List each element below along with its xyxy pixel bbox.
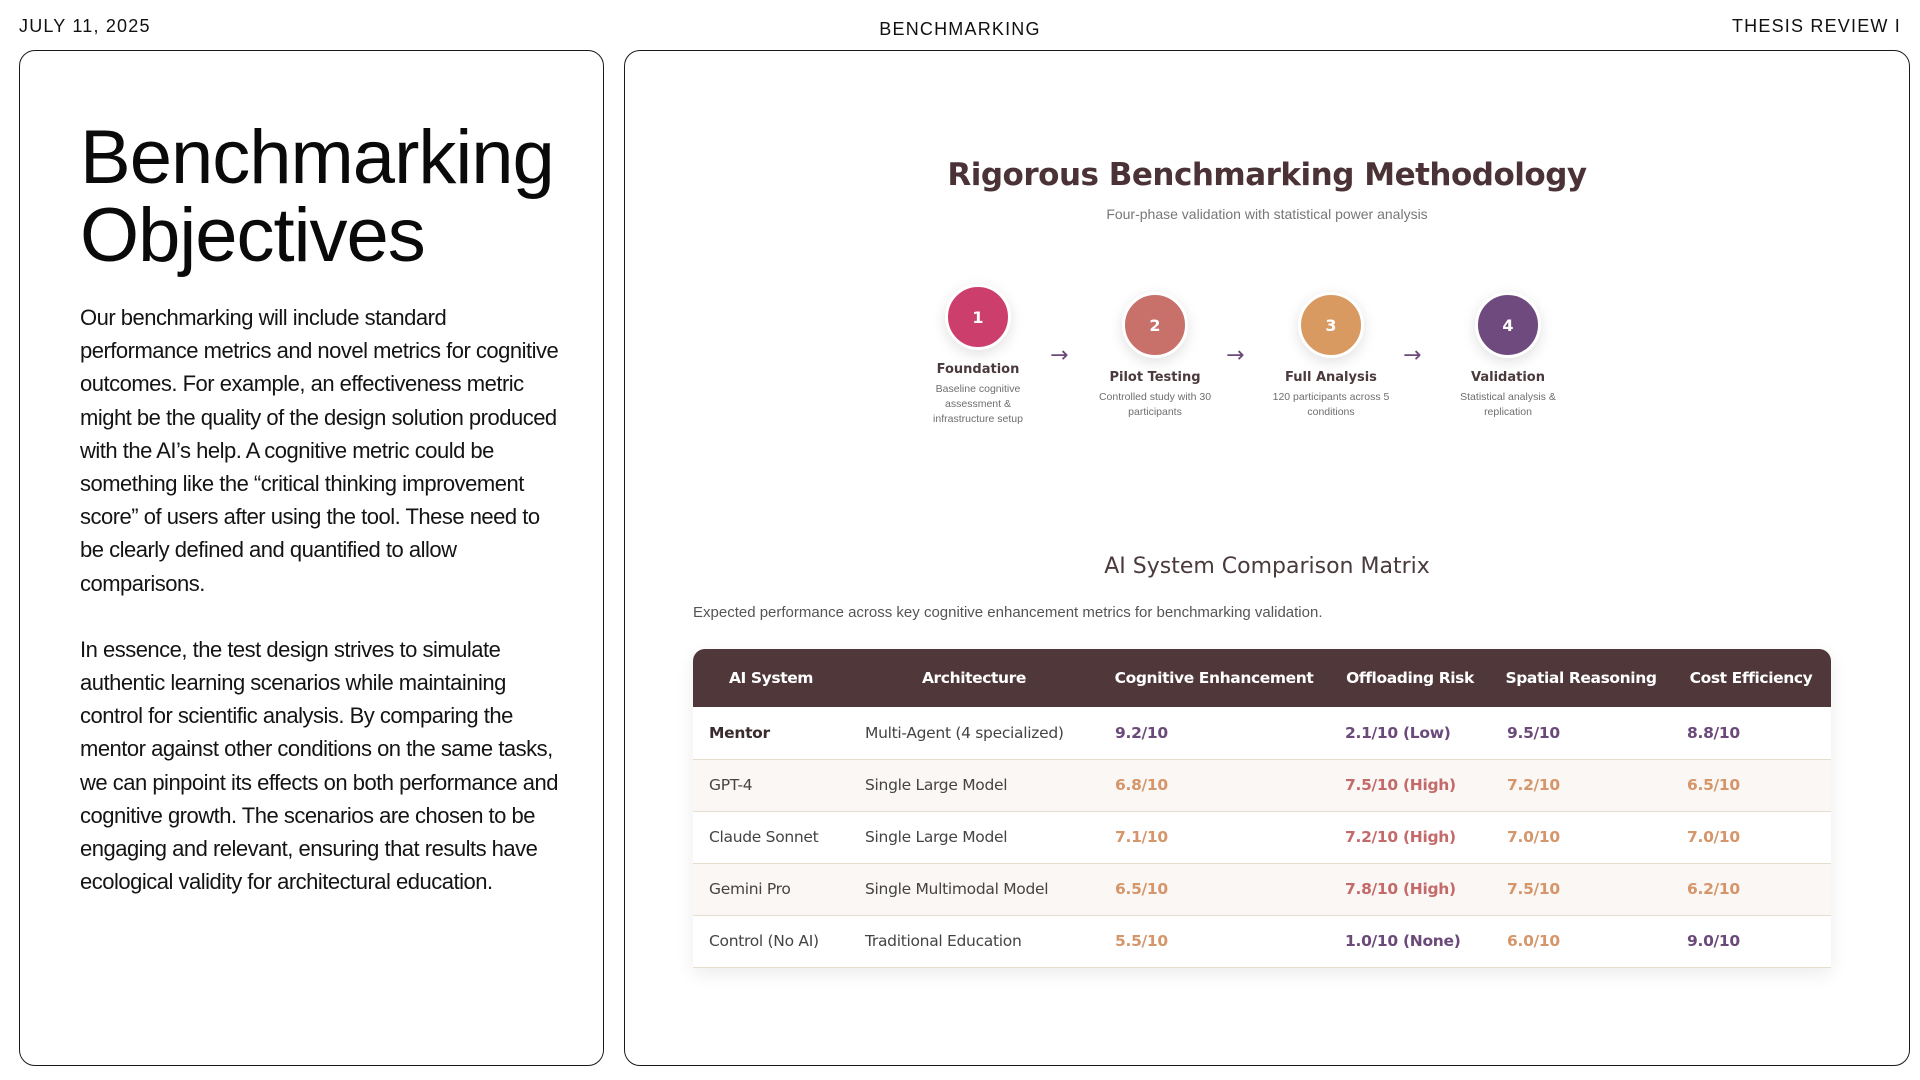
column-header-cognitive-enhancement: Cognitive Enhancement xyxy=(1114,669,1314,687)
cell-spatial: 6.0/10 xyxy=(1491,915,1671,967)
arrow-right-icon: → xyxy=(1403,343,1422,368)
matrix-title: AI System Comparison Matrix xyxy=(1104,554,1430,579)
header-deck-title: THESIS REVIEW I xyxy=(1731,16,1901,36)
table-row xyxy=(693,915,1831,967)
cell-cognitive: 6.8/10 xyxy=(1099,759,1329,811)
cell-system: Control (No AI) xyxy=(693,915,849,967)
methodology-panel xyxy=(624,50,1910,1066)
cell-cost: 8.8/10 xyxy=(1671,707,1831,759)
comparison-table xyxy=(693,649,1831,968)
objectives-paragraph: Our benchmarking will include standard performance metrics and novel metrics for cognitive outcomes. For example, an effectiveness metric might be the quality of the design solution produced with the AI’s help. A cognitive metric could be something like the “critical thinking improvement score” of users after using the tool. These need to be clearly defined and quantified to allow comparisons. xyxy=(80,305,559,596)
cell-system: Claude Sonnet xyxy=(693,811,849,863)
phase-number-badge: 4 xyxy=(1475,292,1541,358)
cell-architecture: Traditional Education xyxy=(849,915,1099,967)
table-row xyxy=(693,811,1831,863)
cell-cost: 7.0/10 xyxy=(1671,811,1831,863)
cell-cognitive: 7.1/10 xyxy=(1099,811,1329,863)
methodology-subtitle: Four-phase validation with statistical power analysis xyxy=(1106,206,1428,222)
cell-cost: 6.2/10 xyxy=(1671,863,1831,915)
objectives-body xyxy=(80,301,560,898)
cell-architecture: Single Large Model xyxy=(849,811,1099,863)
column-header-spatial-reasoning: Spatial Reasoning xyxy=(1505,669,1657,687)
arrow-right-icon: → xyxy=(1050,343,1069,368)
cell-cognitive: 6.5/10 xyxy=(1099,863,1329,915)
cell-offloading: 7.5/10 (High) xyxy=(1329,759,1491,811)
phase-description: Statistical analysis & replication xyxy=(1460,391,1556,418)
cell-spatial: 7.5/10 xyxy=(1491,863,1671,915)
matrix-subtitle: Expected performance across key cognitive enhancement metrics for benchmarking validation. xyxy=(693,604,1323,621)
cell-offloading: 7.8/10 (High) xyxy=(1329,863,1491,915)
phase-description: Baseline cognitive assessment & infrastructure setup xyxy=(933,383,1023,425)
phase-number-badge: 3 xyxy=(1298,292,1364,358)
phase-name: Validation xyxy=(1471,370,1545,385)
phase-step-3 xyxy=(1266,292,1396,420)
phase-description: 120 participants across 5 conditions xyxy=(1272,391,1390,418)
phase-name: Full Analysis xyxy=(1285,370,1377,385)
column-header-ai-system: AI System xyxy=(728,669,814,687)
column-header-architecture: Architecture xyxy=(921,669,1027,687)
header-section-title: BENCHMARKING xyxy=(879,19,1041,39)
cell-cost: 6.5/10 xyxy=(1671,759,1831,811)
phase-number-badge: 2 xyxy=(1122,292,1188,358)
cell-spatial: 7.2/10 xyxy=(1491,759,1671,811)
objectives-panel xyxy=(19,50,604,1066)
cell-system: Mentor xyxy=(693,707,849,759)
cell-offloading: 2.1/10 (Low) xyxy=(1329,707,1491,759)
column-header-offloading-risk: Offloading Risk xyxy=(1346,669,1474,687)
table-header-row xyxy=(693,649,1831,707)
header-date: JULY 11, 2025 xyxy=(19,16,151,36)
table-row xyxy=(693,759,1831,811)
cell-spatial: 7.0/10 xyxy=(1491,811,1671,863)
phase-name: Foundation xyxy=(936,362,1020,377)
phase-step-2 xyxy=(1090,292,1220,420)
cell-architecture: Single Large Model xyxy=(849,759,1099,811)
cell-cognitive: 9.2/10 xyxy=(1099,707,1329,759)
cell-offloading: 1.0/10 (None) xyxy=(1329,915,1491,967)
cell-offloading: 7.2/10 (High) xyxy=(1329,811,1491,863)
column-header-cost-efficiency: Cost Efficiency xyxy=(1689,669,1813,687)
methodology-title: Rigorous Benchmarking Methodology xyxy=(947,157,1587,193)
phase-number-badge: 1 xyxy=(945,284,1011,350)
cell-cognitive: 5.5/10 xyxy=(1099,915,1329,967)
phase-description: Controlled study with 30 participants xyxy=(1098,391,1212,418)
objectives-paragraph: In essence, the test design strives to simulate authentic learning scenarios while maintaining control for scientific analysis. By comparing the mentor against other conditions on the same tasks, we can pinpoint its effects on both performance and cognitive growth. The scenarios are chosen to be engaging and relevant, ensuring that results have ecological validity for architectural education. xyxy=(80,636,558,895)
cell-system: GPT-4 xyxy=(693,759,849,811)
cell-cost: 9.0/10 xyxy=(1671,915,1831,967)
objectives-title-line1: Benchmarking xyxy=(80,115,554,200)
phase-name: Pilot Testing xyxy=(1109,370,1201,385)
objectives-title xyxy=(80,115,554,278)
cell-architecture: Single Multimodal Model xyxy=(849,863,1099,915)
cell-spatial: 9.5/10 xyxy=(1491,707,1671,759)
table-row xyxy=(693,707,1831,759)
cell-system: Gemini Pro xyxy=(693,863,849,915)
phase-step-1 xyxy=(913,284,1043,427)
objectives-title-line2: Objectives xyxy=(80,193,425,278)
arrow-right-icon: → xyxy=(1226,343,1245,368)
cell-architecture: Multi-Agent (4 specialized) xyxy=(849,707,1099,759)
phase-step-4 xyxy=(1443,292,1573,420)
table-row xyxy=(693,863,1831,915)
